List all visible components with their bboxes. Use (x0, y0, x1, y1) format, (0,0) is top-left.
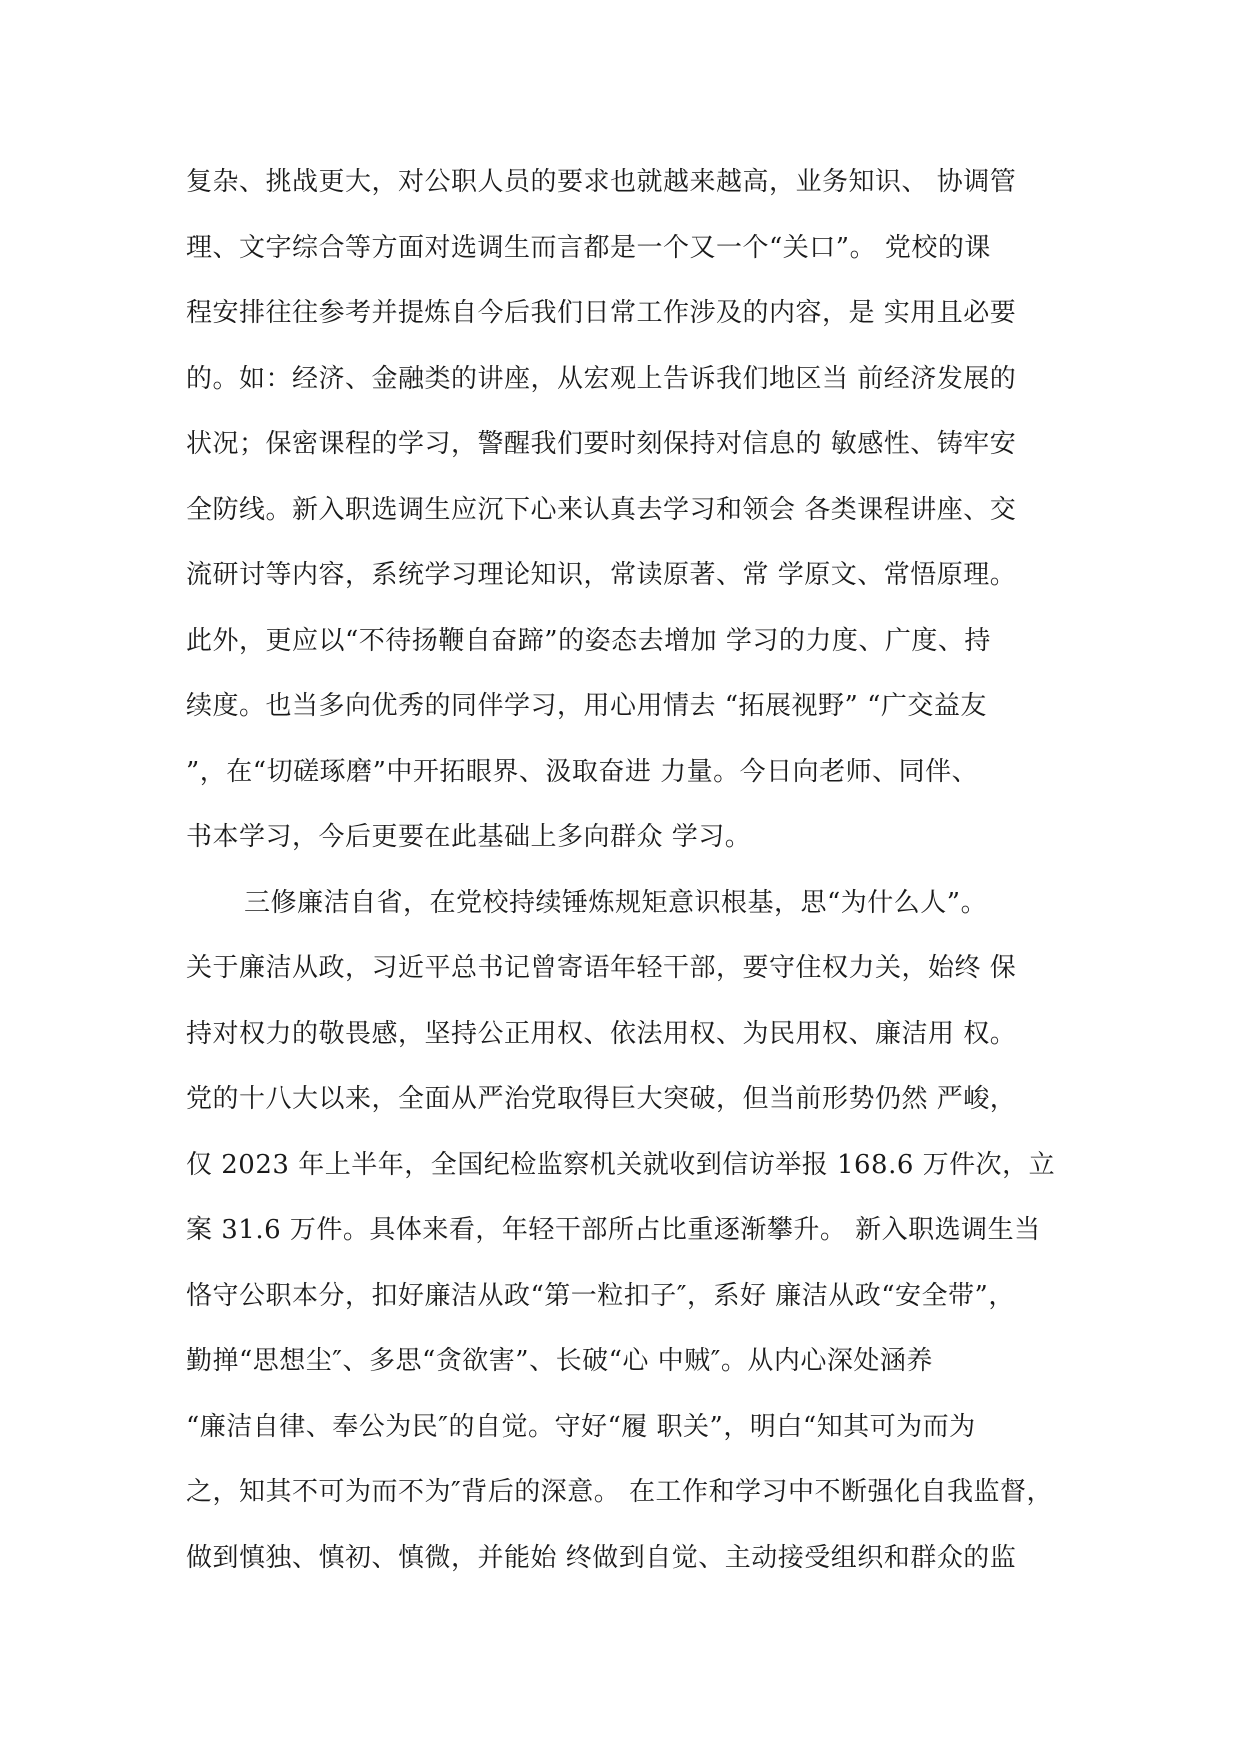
text-line: 之，知其不可为而不为″背后的深意。 在工作和学习中不断强化自我监督， (186, 1477, 1053, 1507)
text-line: 状况；保密课程的学习，警醒我们要时刻保持对信息的 敏感性、铸牢安 (186, 429, 1017, 459)
text-line: 的。如：经济、金融类的讲座，从宏观上告诉我们地区当 前经济发展的 (186, 363, 1017, 394)
text-line: 书本学习，今后更要在此基础上多向群众 学习。 (186, 822, 752, 852)
text-line: 全防线。新入职选调生应沉下心来认真去学习和领会 各类课程讲座、交 (186, 494, 1017, 525)
text-line: 勤掸“思想尘″、多思“贪欲害”、长破“心 中贼″。从内心深处涵养 (186, 1346, 933, 1376)
text-line: ”，在“切磋琢磨”中开拓眼界、汲取奋进 力量。今日向老师、同伴、 (186, 756, 979, 787)
text-line: 仅 2023 年上半年，全国纪检监察机关就收到信访举报 168.6 万件次，立 (186, 1149, 1056, 1180)
text-line: 党的十八大以来，全面从严治党取得巨大突破，但当前形势仍然 严峻， (186, 1084, 1017, 1114)
text-line: 恪守公职本分，扣好廉洁从政“第一粒扣子″，系好 廉洁从政“安全带”， (186, 1280, 1015, 1311)
text-line: 理、文字综合等方面对选调生而言都是一个又一个“关口”。 党校的课 (186, 232, 991, 263)
body-text (186, 150, 1066, 1591)
text-line: “廉洁自律、奉公为民″的自觉。守好“履 职关”，明白“知其可为而为 (186, 1411, 976, 1442)
text-line: 案 31.6 万件。具体来看，年轻干部所占比重逐渐攀升。 新入职选调生当 (186, 1215, 1041, 1245)
text-line: 此外，更应以“不待扬鞭自奋蹄”的姿态去增加 学习的力度、广度、持 (186, 625, 991, 656)
text-line: 关于廉洁从政，习近平总书记曾寄语年轻干部，要守住权力关，始终 保 (186, 953, 1017, 983)
text-line: 复杂、挑战更大，对公职人员的要求也就越来越高，业务知识、 协调管 (186, 167, 1017, 197)
text-line: 持对权力的敬畏感，坚持公正用权、依法用权、为民用权、廉洁用 权。 (186, 1018, 1017, 1049)
text-line: 流研讨等内容，系统学习理论知识，常读原著、常 学原文、常悟原理。 (186, 560, 1017, 590)
text-line: 续度。也当多向优秀的同伴学习，用心用情去 “拓展视野” “广交益友 (186, 691, 987, 721)
text-line: 程安排往往参考并提炼自今后我们日常工作涉及的内容，是 实用且必要 (186, 298, 1017, 328)
text-line: 做到慎独、慎初、慎微，并能始 终做到自觉、主动接受组织和群众的监 (186, 1542, 1017, 1573)
paragraph-heading-line: 三修廉洁自省，在党校持续锤炼规矩意识根基，思“为什么人”。 (244, 887, 988, 918)
